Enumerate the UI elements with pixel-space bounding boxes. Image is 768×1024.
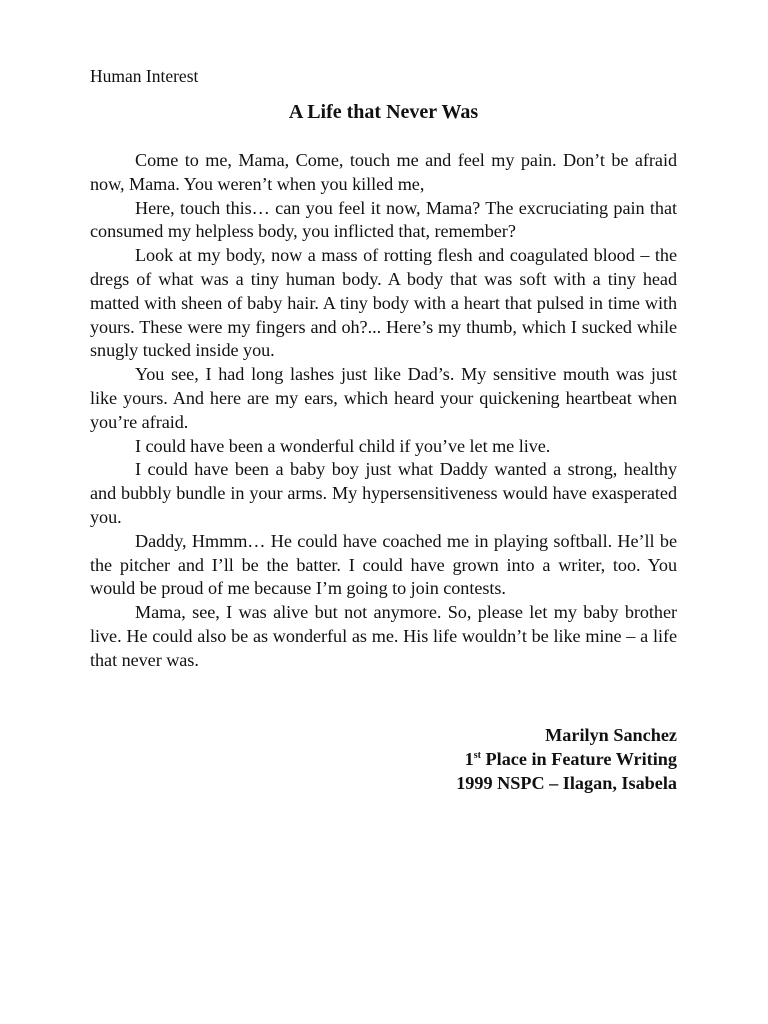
paragraph: Look at my body, now a mass of rotting flesh and coagulated blood – the dregs of what was a tiny human body. A body that was soft with a tiny head matted with sheen of baby hair. A tiny body with a heart that pulsed in time with yours. These were my fingers and oh?... Here’s my thumb, which I sucked while snugly tucked inside you. bbox=[90, 245, 677, 361]
award-rank: 1 bbox=[464, 748, 474, 769]
paragraph: You see, I had long lashes just like Dad’s. My sensitive mouth was just like yours. And here are my ears, which heard your quickening heartbeat when you’re afraid. bbox=[90, 364, 677, 432]
paragraph: Come to me, Mama, Come, touch me and feel my pain. Don’t be afraid now, Mama. You weren’t when you killed me, bbox=[90, 150, 677, 194]
award-rank-suffix: st bbox=[473, 749, 481, 761]
byline bbox=[90, 723, 677, 795]
award-text: Place in Feature Writing bbox=[481, 748, 677, 769]
article-body bbox=[90, 149, 677, 673]
document-page bbox=[90, 64, 677, 795]
event-line: 1999 NSPC – Ilagan, Isabela bbox=[456, 772, 677, 793]
paragraph: Here, touch this… can you feel it now, Mama? The excruciating pain that consumed my helpless body, you inflicted that, remember? bbox=[90, 197, 677, 242]
paragraph: I could have been a wonderful child if you’ve let me live. bbox=[135, 435, 551, 456]
paragraph: Mama, see, I was alive but not anymore. So, please let my baby brother live. He could also be as wonderful as me. His life wouldn’t be like mine – a life that never was. bbox=[90, 602, 677, 670]
paragraph: Daddy, Hmmm… He could have coached me in playing softball. He’ll be the pitcher and I’ll be the batter. I could have grown into a writer, too. You would be proud of me because I’m going to join contests. bbox=[90, 530, 677, 599]
award-line bbox=[90, 747, 677, 771]
author-name: Marilyn Sanchez bbox=[545, 724, 677, 745]
article-category: Human Interest bbox=[90, 66, 199, 86]
paragraph: I could have been a baby boy just what Daddy wanted a strong, healthy and bubbly bundle in your arms. My hypersensitiveness would have exasperated you. bbox=[90, 459, 677, 527]
article-title: A Life that Never Was bbox=[288, 101, 479, 123]
